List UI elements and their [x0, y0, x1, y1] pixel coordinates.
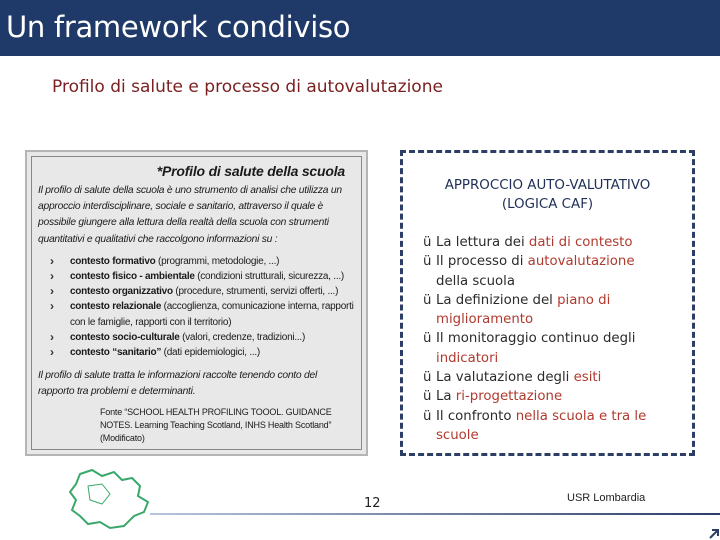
document-title: *Profilo di salute della scuola	[156, 163, 345, 179]
list-item	[38, 269, 355, 284]
check-icon: ü	[423, 408, 432, 424]
step-text: La	[436, 389, 456, 405]
step-highlight-continued: indicatori	[436, 350, 499, 366]
step-highlight-continued: scuole	[436, 427, 479, 443]
context-name: contesto relazionale	[70, 301, 162, 313]
caf-heading	[403, 176, 692, 214]
list-item	[423, 252, 691, 291]
document-frame	[31, 156, 362, 450]
caf-heading-line1: APPROCCIO AUTO-VALUTATIVO	[444, 178, 651, 193]
slide-title: Un framework condiviso	[6, 10, 351, 44]
footer-divider	[150, 513, 720, 515]
list-item	[38, 345, 355, 360]
context-name: contesto “sanitario”	[70, 347, 162, 359]
context-detail: (procedure, strumenti, servizi offerti, ...)	[172, 286, 339, 298]
list-item	[38, 299, 355, 329]
check-icon: ü	[423, 389, 432, 405]
corner-arrow-icon	[708, 528, 720, 540]
context-name: contesto socio-culturale	[70, 331, 180, 343]
check-icon: ü	[423, 235, 432, 250]
step-highlight-continued: miglioramento	[436, 312, 534, 328]
caf-heading-line2	[403, 195, 692, 214]
context-detail: (accoglienza, comunicazione interna, rapporti	[161, 301, 354, 313]
page-number: 12	[364, 496, 381, 511]
list-item	[423, 368, 691, 387]
caf-approach-box	[400, 150, 695, 456]
list-item	[423, 387, 691, 406]
step-highlight: dati di contesto	[528, 235, 633, 250]
list-item	[423, 329, 691, 368]
caf-steps-list	[423, 233, 691, 445]
lombardia-map-logo	[62, 466, 172, 536]
context-detail: (condizioni strutturali, sicurezza, ...)	[194, 271, 344, 283]
step-text: Il confronto	[436, 408, 516, 424]
list-item	[423, 291, 691, 330]
step-text: La valutazione degli	[436, 370, 574, 386]
context-name: contesto fisico - ambientale	[70, 271, 195, 283]
check-icon: ü	[423, 331, 432, 347]
step-highlight: nella scuola e tra le	[515, 408, 647, 424]
title-bar	[0, 0, 720, 56]
step-highlight: autovalutazione	[527, 254, 635, 270]
check-icon: ü	[423, 370, 432, 386]
step-highlight: esiti	[573, 370, 602, 386]
document-intro: Il profilo di salute della scuola è uno strumento di analisi che utilizza un approccio interdisciplinare, sociale e sanitario, attraverso il quale è possibile giungere alla lettura della realtà della scuola con strumenti quantitativi e qualitativi che raccolgono informazioni su :	[38, 185, 342, 245]
slide-subtitle: Profilo di salute e processo di autovalutazione	[52, 77, 443, 97]
list-item	[38, 254, 355, 269]
list-item	[423, 407, 691, 446]
step-text-continued: della scuola	[436, 273, 516, 289]
context-name: contesto organizzativo	[70, 286, 173, 298]
context-list	[38, 254, 355, 360]
context-name: contesto formativo	[70, 255, 156, 267]
step-text: La definizione del	[436, 292, 558, 308]
list-item	[423, 233, 691, 252]
step-text: Il processo di	[436, 254, 528, 270]
check-icon: ü	[423, 254, 432, 270]
check-icon: ü	[423, 292, 432, 308]
caf-heading-text: (LOGICA CAF	[501, 197, 588, 212]
document-closing: Il profilo di salute tratta le informazioni raccolte tenendo conto del rapporto tra problemi e determinanti.	[38, 370, 317, 398]
step-highlight: piano di	[557, 292, 611, 308]
context-detail-continued: con le famiglie, rapporti con il territorio)	[70, 316, 232, 328]
caf-heading-paren: )	[587, 197, 594, 212]
footer-organization: USR Lombardia	[567, 492, 646, 504]
list-item	[38, 284, 355, 299]
school-health-profile-image	[25, 150, 368, 456]
context-detail: (dati epidemiologici, ...)	[161, 347, 260, 359]
context-detail: (programmi, metodologie, ...)	[155, 255, 280, 267]
step-text: Il monitoraggio continuo degli	[436, 331, 636, 347]
list-item	[38, 330, 355, 345]
document-source: Fonte “SCHOOL HEALTH PROFILING TOOOL. GUIDANCE NOTES. Learning Teaching Scotland, INHS Health Scotland” (Modificato)	[100, 407, 332, 444]
context-detail: (valori, credenze, tradizioni...)	[179, 331, 306, 343]
step-highlight: ri-progettazione	[455, 389, 563, 405]
step-text: La lettura dei	[436, 235, 529, 250]
